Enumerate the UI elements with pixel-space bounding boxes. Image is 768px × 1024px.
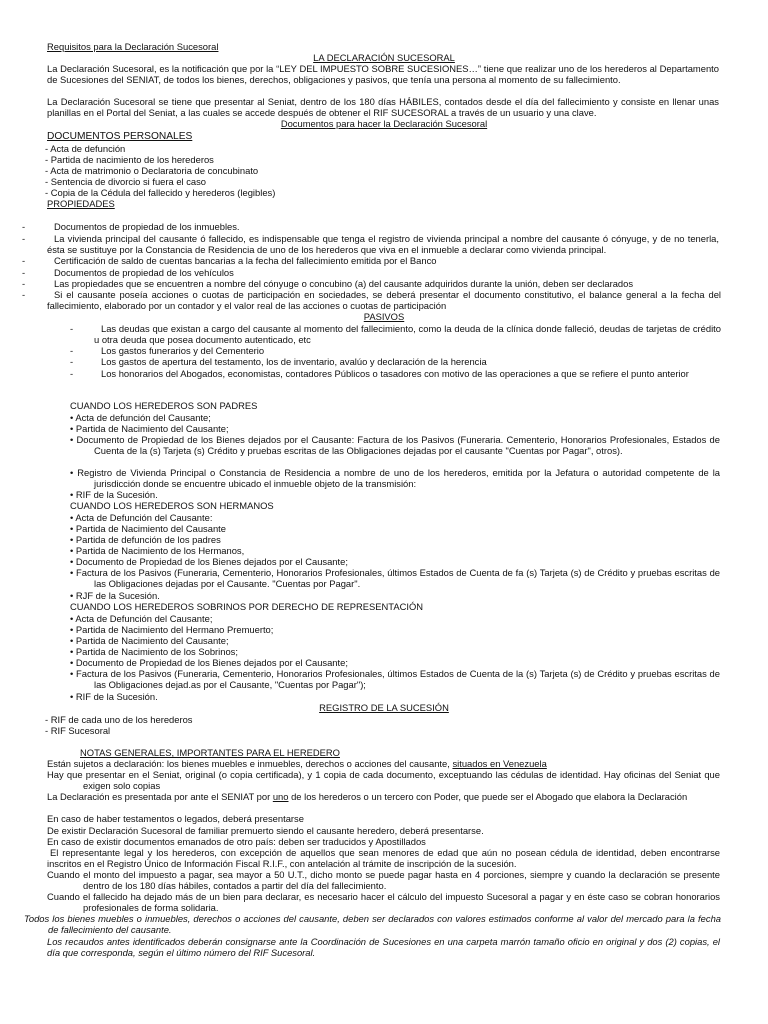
note-item: En caso de haber testamentos o legados, deberá presentarse: [47, 813, 304, 824]
list-item: Si el causante poseía acciones o cuotas de participación en sociedades, se deberá presentar el documento constitutivo, el balance general a la fecha del fallecimiento, elaborado por un contador y el valor real de las acciones o cuotas de participación: [47, 289, 721, 311]
note-item: Todos los bienes muebles o inmuebles, derechos o acciones del causante, deben ser declarados con valores estimados conforme al valor del mercado para la fecha de fallecimiento del causante.: [24, 913, 721, 935]
list-item: • Acta de Defunción del Causante;: [70, 613, 213, 624]
list-item: - Partida de nacimiento de los herederos: [45, 154, 214, 165]
document-title: Requisitos para la Declaración Sucesoral: [47, 41, 219, 52]
dash-marker: -: [22, 255, 26, 266]
note-item: Los recaudos antes identificados deberán consignarse ante la Coordinación de Sucesiones en una carpeta marrón tamaño oficio en original y dos (2) copias, el día que corresponda, según el último número del RIF Sucesoral.: [47, 936, 720, 958]
list-item: • Acta de Defunción del Causante:: [70, 512, 213, 523]
dash-marker: -: [22, 278, 26, 289]
note-emphasis: situados en Venezuela: [452, 758, 547, 769]
list-item: • Registro de Vivienda Principal o Constancia de Residencia a nombre de uno de los herederos, emitida por la Jefatura o autoridad competente de la jurisdicción donde se encuentre ubicado el inmueble objeto de la transmisión:: [70, 467, 720, 489]
list-item: • Factura de los Pasivos (Funeraria, Cementerio, Honorarios Profesionales, últimos Estados de Cuenta de fa (s) Tarjeta (s) de Crédito y pruebas escritas de las Obligaciones dejadas por el Causante. "Cuentas por Pagar".: [70, 567, 720, 589]
list-item: Las propiedades que se encuentren a nombre del cónyuge o concubino (a) del causante adquiridos durante la unión, deben ser declarados: [54, 278, 634, 289]
list-item: - Acta de matrimonio o Declaratoria de concubinato: [45, 165, 259, 176]
list-item: Documentos de propiedad de los inmuebles.: [54, 221, 240, 232]
list-item: • RJF de la Sucesión.: [70, 590, 160, 601]
dash-marker: -: [70, 356, 74, 367]
list-item: • Documento de Propiedad de los Bienes dejados por el Causante: Factura de los Pasivos (Funeraria. Cementerio, Honorarios Profesionales, Estados de Cuenta de la (s) Tarjeta (s) Crédito y pruebas escritas de las Obligaciones dejadas por el causante "Cuentas por Pagar", otros).: [70, 434, 720, 456]
notas-heading: NOTAS GENERALES, IMPORTANTES PARA EL HEREDERO: [80, 747, 340, 758]
list-item: La vivienda principal del causante ó fallecido, es indispensable que tenga el registro de vivienda principal a nombre del causante ó cónyuge, y de no tenerla, ésta se sustituye por la Constancia de Residencia de uno de los herederos que viva en el inmueble a declarar como vivienda principal.: [47, 233, 719, 255]
dash-marker: -: [22, 221, 26, 232]
propiedades-heading: PROPIEDADES: [47, 198, 115, 209]
list-item: - RIF de cada uno de los herederos: [45, 714, 193, 725]
intro-paragraph-2: La Declaración Sucesoral se tiene que presentar al Seniat, dentro de los 180 días HÁBILES, contados desde el día del fallecimiento y consiste en llenar unas planillas en el Portal del Seniat, a las cuales se accede después de obtener el RIF SUCESORAL a través de un usuario y una clave.: [47, 96, 719, 118]
registro-heading: REGISTRO DE LA SUCESIÓN: [319, 702, 449, 713]
list-item: • Factura de los Pasivos (Funeraria, Cementerio, Honorarios Profesionales, últimos Estados de Cuenta de la (s) Tarjeta (s) de Crédito y pruebas escritas de las Obligaciones dejad.as por el Causante, "Cuentas por Pagar");: [70, 668, 720, 690]
list-item: Los gastos de apertura del testamento, los de inventario, avalúo y declaración de la herencia: [101, 356, 487, 367]
list-item: - RIF Sucesoral: [45, 725, 111, 736]
sobrinos-heading: CUANDO LOS HEREDEROS SOBRINOS POR DERECHO DE REPRESENTACIÓN: [70, 601, 424, 612]
list-item: • RIF de la Sucesión.: [70, 489, 158, 500]
note-emphasis: uno: [272, 791, 289, 802]
list-item: - Copia de la Cédula del fallecido y herederos (legibles): [45, 187, 276, 198]
list-item: Los honorarios del Abogados, economistas, contadores Públicos o tasadores con motivo de las operaciones a que se refiere el punto anterior: [101, 368, 689, 379]
padres-heading: CUANDO LOS HEREDEROS SON PADRES: [70, 400, 258, 411]
list-item: • Partida de Nacimiento del Hermano Premuerto;: [70, 624, 274, 635]
list-item: - Sentencia de divorcio si fuera el caso: [45, 176, 207, 187]
list-item: • Partida de defunción de los padres: [70, 534, 221, 545]
hermanos-heading: CUANDO LOS HEREDEROS SON HERMANOS: [70, 500, 274, 511]
list-item: • Partida de Nacimiento de los Sobrinos;: [70, 646, 238, 657]
list-item: • Partida de Nacimiento del Causante: [70, 523, 226, 534]
docs-heading: Documentos para hacer la Declaración Sucesoral: [280, 118, 488, 129]
list-item: • Acta de defunción del Causante;: [70, 412, 211, 423]
list-item: • Partida de Nacimiento de los Hermanos,: [70, 545, 245, 556]
note-item: Cuando el monto del impuesto a pagar, sea mayor a 50 U.T., dicho monto se puede pagar hasta en 4 porciones, siempre y cuando la declaración se presente dentro de los 180 días hábiles, contados a partir del día del fallecimiento.: [47, 869, 720, 891]
note-item: [47, 792, 720, 803]
list-item: Los gastos funerarios y del Cementerio: [101, 345, 265, 356]
personales-heading: DOCUMENTOS PERSONALES: [47, 131, 193, 142]
list-item: • Documento de Propiedad de los Bienes dejados por el Causante;: [70, 657, 348, 668]
list-item: • Partida de Nacimiento del Causante;: [70, 635, 229, 646]
note-item: De existir Declaración Sucesoral de familiar premuerto siendo el causante heredero, deberá presentarse.: [47, 825, 484, 836]
main-heading: LA DECLARACIÓN SUCESORAL: [313, 52, 455, 63]
dash-marker: -: [22, 267, 26, 278]
note-text: Están sujetos a declaración: los bienes muebles e inmuebles, derechos o acciones del causante,: [47, 758, 453, 769]
list-item: • Documento de Propiedad de los Bienes dejados por el Causante;: [70, 556, 348, 567]
note-item: El representante legal y los herederos, con excepción de aquellos que sean menores de edad que aún no posean cédula de identidad, deben encontrarse inscritos en el Registro Único de Información Fiscal R.I.F., con antelación al trámite de inscripción de la sucesión.: [47, 847, 720, 869]
dash-marker: -: [22, 233, 26, 244]
note-item: En caso de existir documentos emanados de otro país: deben ser traducidos y Apostillados: [47, 836, 426, 847]
note-item: Hay que presentar en el Seniat, original (o copia certificada), y 1 copia de cada documento, exceptuando las cédulas de identidad. Hay oficinas del Seniat que exigen solo copias: [47, 769, 720, 791]
list-item: Certificación de saldo de cuentas bancarias a la fecha del fallecimiento emitida por el Banco: [54, 255, 437, 266]
note-text: La Declaración es presentada por ante el SENIAT por: [47, 791, 273, 802]
intro-paragraph-1: La Declaración Sucesoral, es la notificación que por la “LEY DEL IMPUESTO SOBRE SUCESIONES…” tiene que realizar uno de los herederos al Departamento de Sucesiones del SENIAT, de todos los bienes, derechos, obligaciones y pasivos, que tenía una persona al momento de su fallecimiento.: [47, 63, 719, 85]
pasivos-heading: PASIVOS: [363, 311, 405, 322]
note-text: de los herederos o un tercero con Poder, que puede ser el Abogado que elabora la Declaración: [288, 791, 688, 802]
list-item: • Partida de Nacimiento del Causante;: [70, 423, 229, 434]
dash-marker: -: [22, 289, 26, 300]
note-item: Cuando el fallecido ha dejado más de un bien para declarar, es necesario hacer el cálculo del impuesto Sucesoral a pagar y en éste caso se cobran honorarios profesionales de forma solidaria.: [47, 891, 720, 913]
list-item: - Acta de defunción: [45, 143, 126, 154]
dash-marker: -: [70, 323, 74, 334]
list-item: Las deudas que existan a cargo del causante al momento del fallecimiento, como la deuda de la clínica donde falleció, deudas de tarjetas de crédito u otra deuda que posea documento autenticado, etc: [94, 323, 721, 345]
list-item: Documentos de propiedad de los vehículos: [54, 267, 234, 278]
list-item: • RIF de la Sucesión.: [70, 691, 158, 702]
dash-marker: -: [70, 368, 74, 379]
dash-marker: -: [70, 345, 74, 356]
